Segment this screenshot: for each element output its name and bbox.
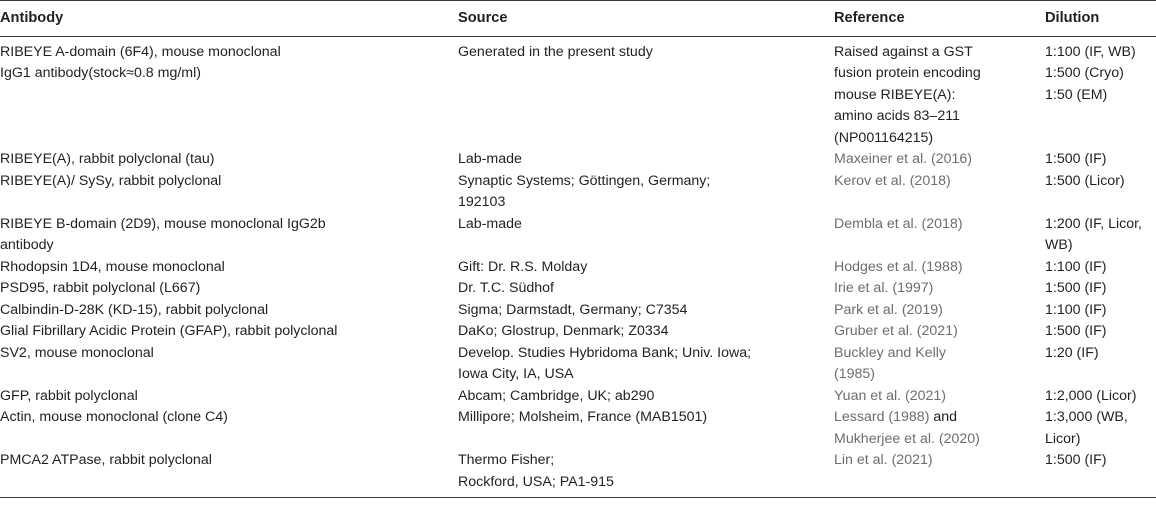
cell-reference: [834, 278, 1045, 300]
line: 1:20 (IF): [1045, 344, 1099, 361]
line: Raised against a GST: [834, 43, 973, 60]
cell-antibody: [0, 386, 458, 408]
line: Millipore; Molsheim, France (MAB1501): [458, 409, 708, 425]
line: 1:500 (IF): [1045, 151, 1107, 167]
cell-reference: [834, 36, 1045, 149]
cell-dilution: [1045, 386, 1156, 408]
cell-dilution: [1045, 278, 1156, 300]
cell-dilution: [1045, 321, 1156, 343]
cell-antibody: [0, 407, 458, 450]
header-dilution: Dilution: [1045, 10, 1100, 26]
table-row: [0, 36, 1156, 149]
line: Generated in the present study: [458, 43, 653, 60]
reference-link[interactable]: Gruber et al. (2021): [834, 323, 958, 339]
cell-source: [458, 321, 834, 343]
reference-link[interactable]: Lessard (1988): [834, 409, 930, 425]
cell-source: [458, 149, 834, 171]
reference-link[interactable]: Park et al. (2019): [834, 301, 943, 318]
cell-antibody: [0, 36, 458, 149]
cell-source: [458, 214, 834, 257]
line: 192103: [458, 194, 506, 210]
line: PMCA2 ATPase, rabbit polyclonal: [0, 452, 212, 468]
line: Dr. T.C. Südhof: [458, 280, 554, 296]
cell-antibody: [0, 257, 458, 279]
table-row: [0, 343, 1156, 386]
cell-source: [458, 36, 834, 149]
cell-antibody: [0, 343, 458, 386]
line: DaKo; Glostrup, Denmark; Z0334: [458, 323, 669, 339]
cell-dilution: [1045, 257, 1156, 279]
cell-reference: [834, 343, 1045, 386]
cell-reference: [834, 450, 1045, 498]
cell-dilution: [1045, 214, 1156, 257]
cell-antibody: [0, 321, 458, 343]
cell-source: [458, 257, 834, 279]
line: 1:50 (EM): [1045, 86, 1108, 103]
reference-link[interactable]: Yuan et al. (2021): [834, 387, 947, 404]
cell-reference: [834, 407, 1045, 450]
cell-source: [458, 450, 834, 498]
line: Gift: Dr. R.S. Molday: [458, 258, 588, 275]
line: 1:200 (IF, Licor,: [1045, 215, 1142, 232]
table-row: [0, 278, 1156, 300]
cell-antibody: [0, 278, 458, 300]
line: RIBEYE(A)/ SySy, rabbit polyclonal: [0, 172, 222, 189]
cell-reference: [834, 321, 1045, 343]
header-antibody: Antibody: [0, 10, 64, 26]
line: Synaptic Systems; Göttingen, Germany;: [458, 172, 711, 189]
reference-link[interactable]: Maxeiner et al. (2016): [834, 151, 973, 167]
line: fusion protein encoding: [834, 65, 981, 81]
cell-reference: [834, 214, 1045, 257]
line: (NP001164215): [834, 129, 934, 146]
line: mouse RIBEYE(A):: [834, 86, 956, 103]
line: PSD95, rabbit polyclonal (L667): [0, 280, 201, 296]
reference-link[interactable]: Hodges et al. (1988): [834, 258, 963, 275]
cell-dilution: [1045, 343, 1156, 386]
line: Develop. Studies Hybridoma Bank; Univ. Iowa;: [458, 344, 752, 361]
table-row: [0, 407, 1156, 450]
line: RIBEYE A-domain (6F4), mouse monoclonal: [0, 43, 281, 60]
cell-reference: [834, 386, 1045, 408]
cell-dilution: [1045, 171, 1156, 214]
line: amino acids 83–211: [834, 108, 960, 124]
line: RIBEYE B-domain (2D9), mouse monoclonal IgG2b: [0, 215, 326, 232]
cell-dilution: [1045, 300, 1156, 322]
line: 1:500 (IF): [1045, 323, 1107, 339]
line: 1:2,000 (Licor): [1045, 387, 1137, 404]
cell-antibody: [0, 149, 458, 171]
cell-source: [458, 171, 834, 214]
table-row: [0, 386, 1156, 408]
cell-reference: [834, 149, 1045, 171]
header-reference: Reference: [834, 10, 905, 26]
line: Licor): [1045, 430, 1081, 447]
line: 1:3,000 (WB,: [1045, 409, 1128, 425]
cell-source: [458, 300, 834, 322]
reference-link[interactable]: Buckley and Kelly: [834, 344, 946, 361]
cell-reference: [834, 257, 1045, 279]
line: Sigma; Darmstadt, Germany; C7354: [458, 301, 688, 318]
header-row: [0, 1, 1156, 37]
reference-link[interactable]: Kerov et al. (2018): [834, 172, 951, 189]
line: 1:500 (IF): [1045, 452, 1107, 468]
line: 1:500 (Cryo): [1045, 65, 1124, 81]
cell-dilution: [1045, 450, 1156, 498]
line: antibody: [0, 237, 54, 253]
line: 1:100 (IF, WB): [1045, 43, 1136, 60]
reference-link[interactable]: Lin et al. (2021): [834, 452, 933, 468]
line: Calbindin-D-28K (KD-15), rabbit polyclonal: [0, 301, 269, 318]
cell-source: [458, 278, 834, 300]
reference-link[interactable]: Dembla et al. (2018): [834, 215, 963, 232]
line: Rhodopsin 1D4, mouse monoclonal: [0, 258, 225, 275]
table-body: [0, 36, 1156, 498]
table-row: [0, 257, 1156, 279]
table-row: [0, 171, 1156, 214]
cell-dilution: [1045, 149, 1156, 171]
cell-antibody: [0, 214, 458, 257]
line: IgG1 antibody(stock≈0.8 mg/ml): [0, 65, 201, 81]
line: Iowa City, IA, USA: [458, 366, 574, 382]
line: Lab-made: [458, 151, 522, 167]
line: Actin, mouse monoclonal (clone C4): [0, 409, 228, 425]
line: WB): [1045, 237, 1073, 253]
reference-link[interactable]: (1985): [834, 366, 876, 382]
line: 1:500 (IF): [1045, 280, 1107, 296]
line: Rockford, USA; PA1-915: [458, 473, 614, 490]
line: 1:100 (IF): [1045, 258, 1107, 275]
table-row: [0, 321, 1156, 343]
table-row: [0, 149, 1156, 171]
line: Abcam; Cambridge, UK; ab290: [458, 387, 655, 404]
cell-antibody: [0, 450, 458, 498]
cell-dilution: [1045, 407, 1156, 450]
cell-dilution: [1045, 36, 1156, 149]
cell-source: [458, 407, 834, 450]
cell-source: [458, 343, 834, 386]
reference-link[interactable]: Irie et al. (1997): [834, 280, 934, 296]
line: 1:500 (Licor): [1045, 172, 1125, 189]
cell-antibody: [0, 300, 458, 322]
header-source: Source: [458, 10, 508, 26]
line: 1:100 (IF): [1045, 301, 1107, 318]
cell-reference: [834, 300, 1045, 322]
table-row: [0, 300, 1156, 322]
table-row: [0, 450, 1156, 498]
table-row: [0, 214, 1156, 257]
reference-link[interactable]: Mukherjee et al. (2020): [834, 430, 980, 447]
line: GFP, rabbit polyclonal: [0, 387, 138, 404]
table-header: [0, 1, 1156, 37]
cell-antibody: [0, 171, 458, 214]
cell-source: [458, 386, 834, 408]
cell-reference: [834, 171, 1045, 214]
reference-joiner: and: [929, 409, 958, 425]
line: Thermo Fisher;: [458, 452, 555, 468]
line: SV2, mouse monoclonal: [0, 344, 154, 361]
line: Lab-made: [458, 215, 522, 232]
line: Glial Fibrillary Acidic Protein (GFAP), rabbit polyclonal: [0, 323, 338, 339]
line: RIBEYE(A), rabbit polyclonal (tau): [0, 151, 215, 167]
